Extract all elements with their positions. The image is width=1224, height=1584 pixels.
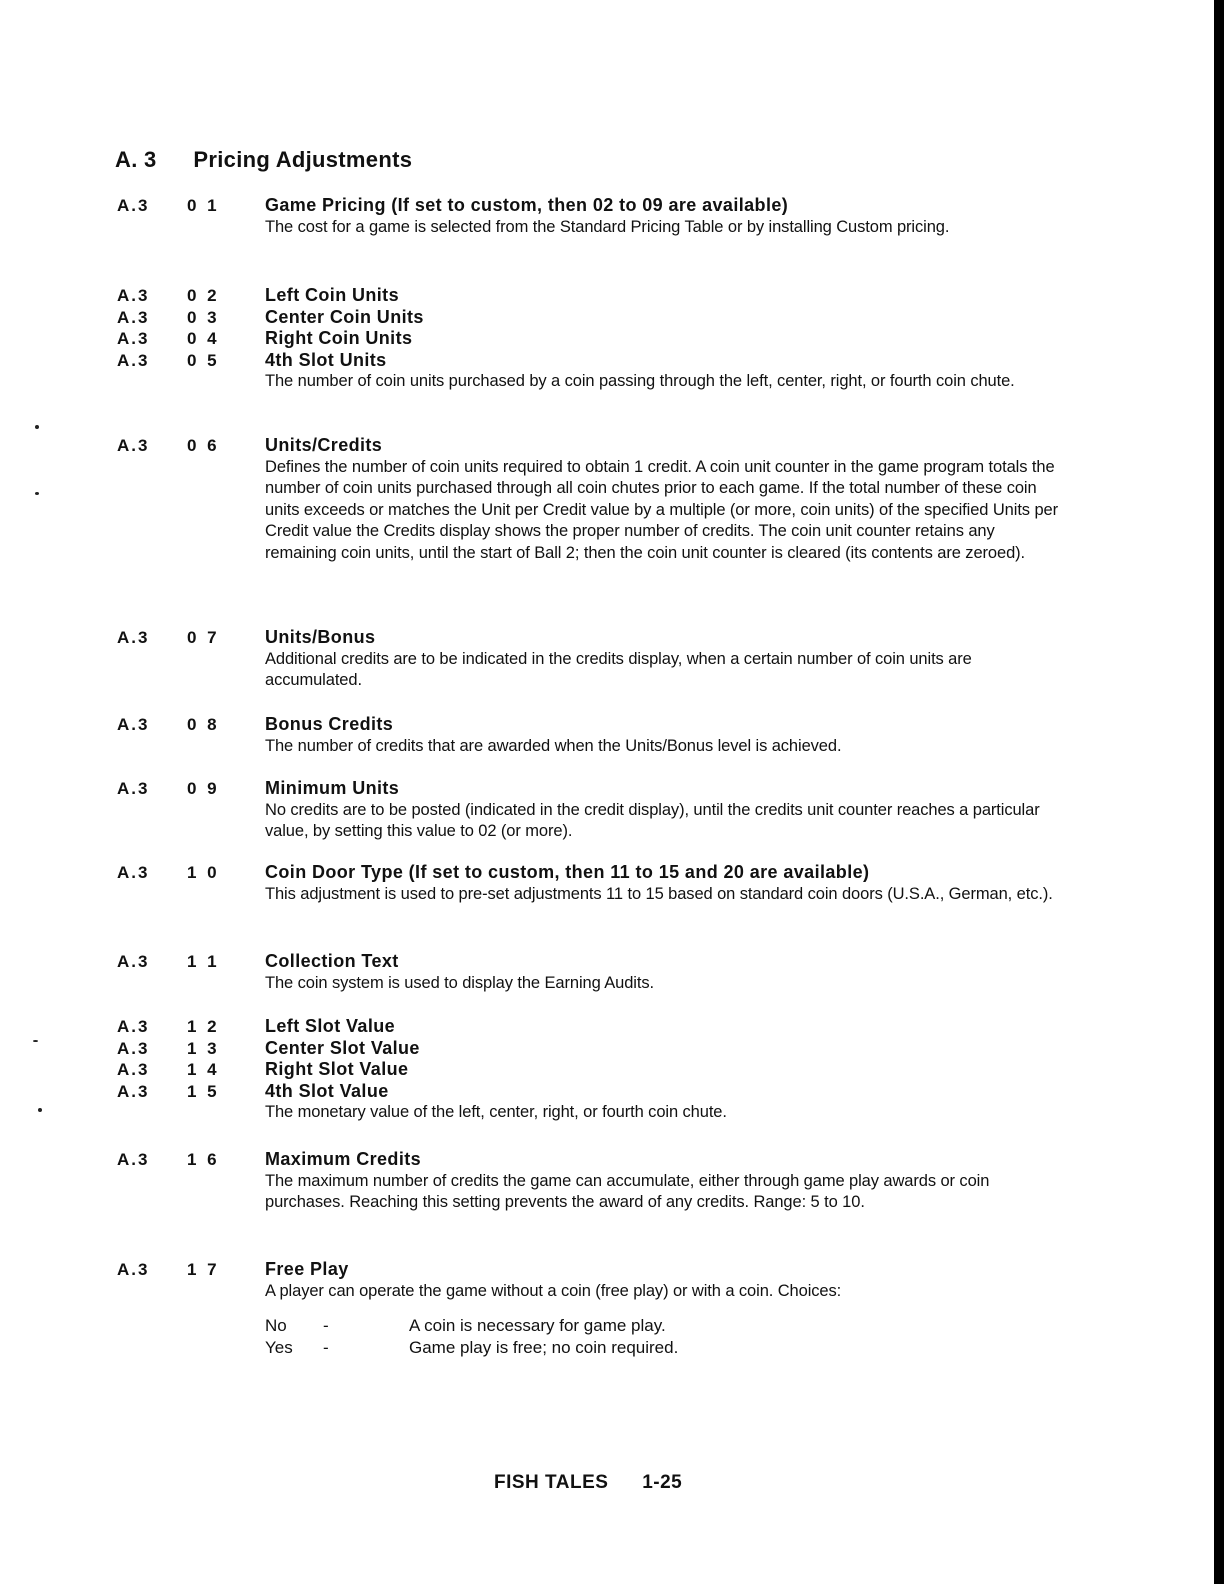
entry-number: 0 4 bbox=[187, 329, 220, 348]
entry-header-row bbox=[117, 195, 1067, 217]
entry-number: 1 2 bbox=[187, 1017, 220, 1036]
adjustment-entry bbox=[117, 627, 1067, 692]
entry-title: Units/Credits bbox=[265, 435, 383, 455]
free-play-choices bbox=[265, 1316, 1067, 1360]
adjustment-entry bbox=[117, 714, 1067, 757]
entry-header-row bbox=[117, 350, 1067, 372]
scan-speck bbox=[35, 492, 39, 495]
entry-number: 0 6 bbox=[187, 436, 220, 455]
entry-title: Coin Door Type (If set to custom, then 11 to 15 and 20 are available) bbox=[265, 862, 870, 882]
entry-number: 0 3 bbox=[187, 307, 220, 327]
entry-description: The number of coin units purchased by a coin passing through the left, center, right, or fourth coin chute. bbox=[265, 372, 1015, 390]
adjustment-entry bbox=[117, 1259, 1067, 1360]
entry-code: A.3 bbox=[117, 1017, 150, 1036]
adjustment-entry bbox=[117, 1149, 1067, 1214]
entry-number: 0 1 bbox=[187, 196, 220, 215]
entry-number: 1 3 bbox=[187, 1038, 220, 1058]
entry-number: 1 7 bbox=[187, 1260, 220, 1279]
entry-header-row bbox=[117, 862, 1067, 884]
entry-description: The monetary value of the left, center, right, or fourth coin chute. bbox=[265, 1103, 727, 1121]
entry-number: 0 5 bbox=[187, 350, 220, 370]
entry-code: A.3 bbox=[117, 436, 150, 455]
entry-code: A.3 bbox=[117, 286, 150, 305]
entry-header-row bbox=[117, 435, 1067, 457]
entry-description: The maximum number of credits the game can accumulate, either through game play awards or coin purchases. Reaching this setting prevents the award of any credits. Range: 5 to 10. bbox=[265, 1171, 990, 1211]
entry-code: A.3 bbox=[117, 196, 150, 215]
entry-number: 1 4 bbox=[187, 1060, 220, 1079]
entry-title: Bonus Credits bbox=[265, 714, 394, 734]
entry-code: A.3 bbox=[117, 1260, 150, 1279]
entry-description: The number of credits that are awarded when the Units/Bonus level is achieved. bbox=[265, 736, 842, 755]
entry-code: A.3 bbox=[117, 863, 150, 882]
choice-dash: - bbox=[323, 1338, 329, 1357]
scan-speck bbox=[38, 1108, 42, 1112]
entry-code: A.3 bbox=[117, 1038, 150, 1058]
entry-number: 1 6 bbox=[187, 1150, 220, 1169]
entry-code: A.3 bbox=[117, 628, 150, 647]
page-number: 1-25 bbox=[642, 1472, 683, 1493]
page-footer bbox=[494, 1472, 682, 1494]
entry-title: 4th Slot Value bbox=[265, 1080, 389, 1101]
choice-text: Game play is free; no coin required. bbox=[409, 1338, 679, 1357]
choice-row bbox=[265, 1316, 1067, 1338]
adjustment-entry bbox=[117, 1016, 1067, 1124]
entry-code: A.3 bbox=[117, 329, 150, 348]
entry-header-row bbox=[117, 627, 1067, 649]
entry-header-row bbox=[117, 1149, 1067, 1171]
entry-title: Maximum Credits bbox=[265, 1149, 422, 1169]
entry-number: 1 1 bbox=[187, 952, 220, 971]
choice-option: No bbox=[265, 1316, 287, 1335]
entry-title: Left Coin Units bbox=[265, 285, 399, 305]
choice-option: Yes bbox=[265, 1338, 293, 1357]
entry-code: A.3 bbox=[117, 350, 150, 370]
scan-page-edge bbox=[1214, 0, 1224, 1584]
entry-title: Units/Bonus bbox=[265, 627, 376, 647]
entry-code: A.3 bbox=[117, 307, 150, 327]
adjustment-entry bbox=[117, 285, 1067, 393]
entry-title: Minimum Units bbox=[265, 778, 400, 798]
entry-title: Free Play bbox=[265, 1259, 349, 1279]
scan-speck bbox=[33, 1040, 38, 1042]
scan-speck bbox=[35, 425, 39, 429]
entry-description: The coin system is used to display the Earning Audits. bbox=[265, 973, 654, 992]
entry-number: 0 7 bbox=[187, 628, 220, 647]
entry-header-row bbox=[117, 1016, 1067, 1038]
entry-number: 1 0 bbox=[187, 863, 220, 882]
entry-description: A player can operate the game without a coin (free play) or with a coin. Choices: bbox=[265, 1281, 842, 1300]
entry-description: Defines the number of coin units required to obtain 1 credit. A coin unit counter in the game program totals the number of coin units purchased through all coin chutes prior to each game. If the total number of these coin units exceeds or matches the Unit per Credit value by a multiple (or more, coin units) of the specified Units per Credit value the Credits display shows the proper number of credits. The coin unit counter retains any remaining coin units, until the start of Ball 2; then the coin unit counter is cleared (its contents are zeroed). bbox=[265, 457, 1058, 562]
entry-header-row bbox=[117, 307, 1067, 329]
adjustment-entry bbox=[117, 778, 1067, 843]
entry-code: A.3 bbox=[117, 952, 150, 971]
entry-title: Center Slot Value bbox=[265, 1037, 420, 1058]
entry-header-row bbox=[117, 778, 1067, 800]
section-heading bbox=[115, 147, 412, 173]
entry-header-row bbox=[117, 1081, 1067, 1103]
adjustment-entry bbox=[117, 951, 1067, 994]
entry-number: 1 5 bbox=[187, 1081, 220, 1101]
entry-title: Left Slot Value bbox=[265, 1016, 396, 1036]
choice-text: A coin is necessary for game play. bbox=[409, 1316, 666, 1335]
choice-row bbox=[265, 1338, 1067, 1360]
entry-title: Center Coin Units bbox=[265, 306, 424, 327]
entry-number: 0 9 bbox=[187, 779, 220, 798]
entry-description: This adjustment is used to pre-set adjustments 11 to 15 based on standard coin doors (U.S.A., German, etc.). bbox=[265, 884, 1053, 903]
entry-header-row bbox=[117, 951, 1067, 973]
entry-code: A.3 bbox=[117, 715, 150, 734]
adjustment-entry bbox=[117, 435, 1067, 564]
entry-header-row bbox=[117, 1059, 1067, 1081]
entry-title: Game Pricing (If set to custom, then 02 to 09 are available) bbox=[265, 195, 789, 215]
adjustment-entry bbox=[117, 862, 1067, 905]
entry-code: A.3 bbox=[117, 1150, 150, 1169]
entry-number: 0 2 bbox=[187, 286, 220, 305]
entry-code: A.3 bbox=[117, 1060, 150, 1079]
entry-code: A.3 bbox=[117, 1081, 150, 1101]
entry-description: The cost for a game is selected from the Standard Pricing Table or by installing Custom pricing. bbox=[265, 217, 950, 236]
section-title: Pricing Adjustments bbox=[193, 147, 413, 172]
entry-description: Additional credits are to be indicated in the credits display, when a certain number of coin units are accumulated. bbox=[265, 649, 972, 689]
footer-title: FISH TALES bbox=[494, 1472, 609, 1493]
entry-number: 0 8 bbox=[187, 715, 220, 734]
entry-header-row bbox=[117, 328, 1067, 350]
entry-title: Right Coin Units bbox=[265, 328, 413, 348]
choice-dash: - bbox=[323, 1316, 329, 1335]
adjustment-entry bbox=[117, 195, 1067, 238]
entry-description: No credits are to be posted (indicated in the credit display), until the credits unit counter reaches a particular value, by setting this value to 02 (or more). bbox=[265, 800, 1040, 840]
entry-code: A.3 bbox=[117, 779, 150, 798]
entry-header-row bbox=[117, 285, 1067, 307]
section-number: A. 3 bbox=[115, 147, 157, 172]
entry-title: Right Slot Value bbox=[265, 1059, 409, 1079]
entry-header-row bbox=[117, 1259, 1067, 1281]
entry-header-row bbox=[117, 1038, 1067, 1060]
entry-title: Collection Text bbox=[265, 951, 399, 971]
entry-title: 4th Slot Units bbox=[265, 349, 387, 370]
entry-header-row bbox=[117, 714, 1067, 736]
